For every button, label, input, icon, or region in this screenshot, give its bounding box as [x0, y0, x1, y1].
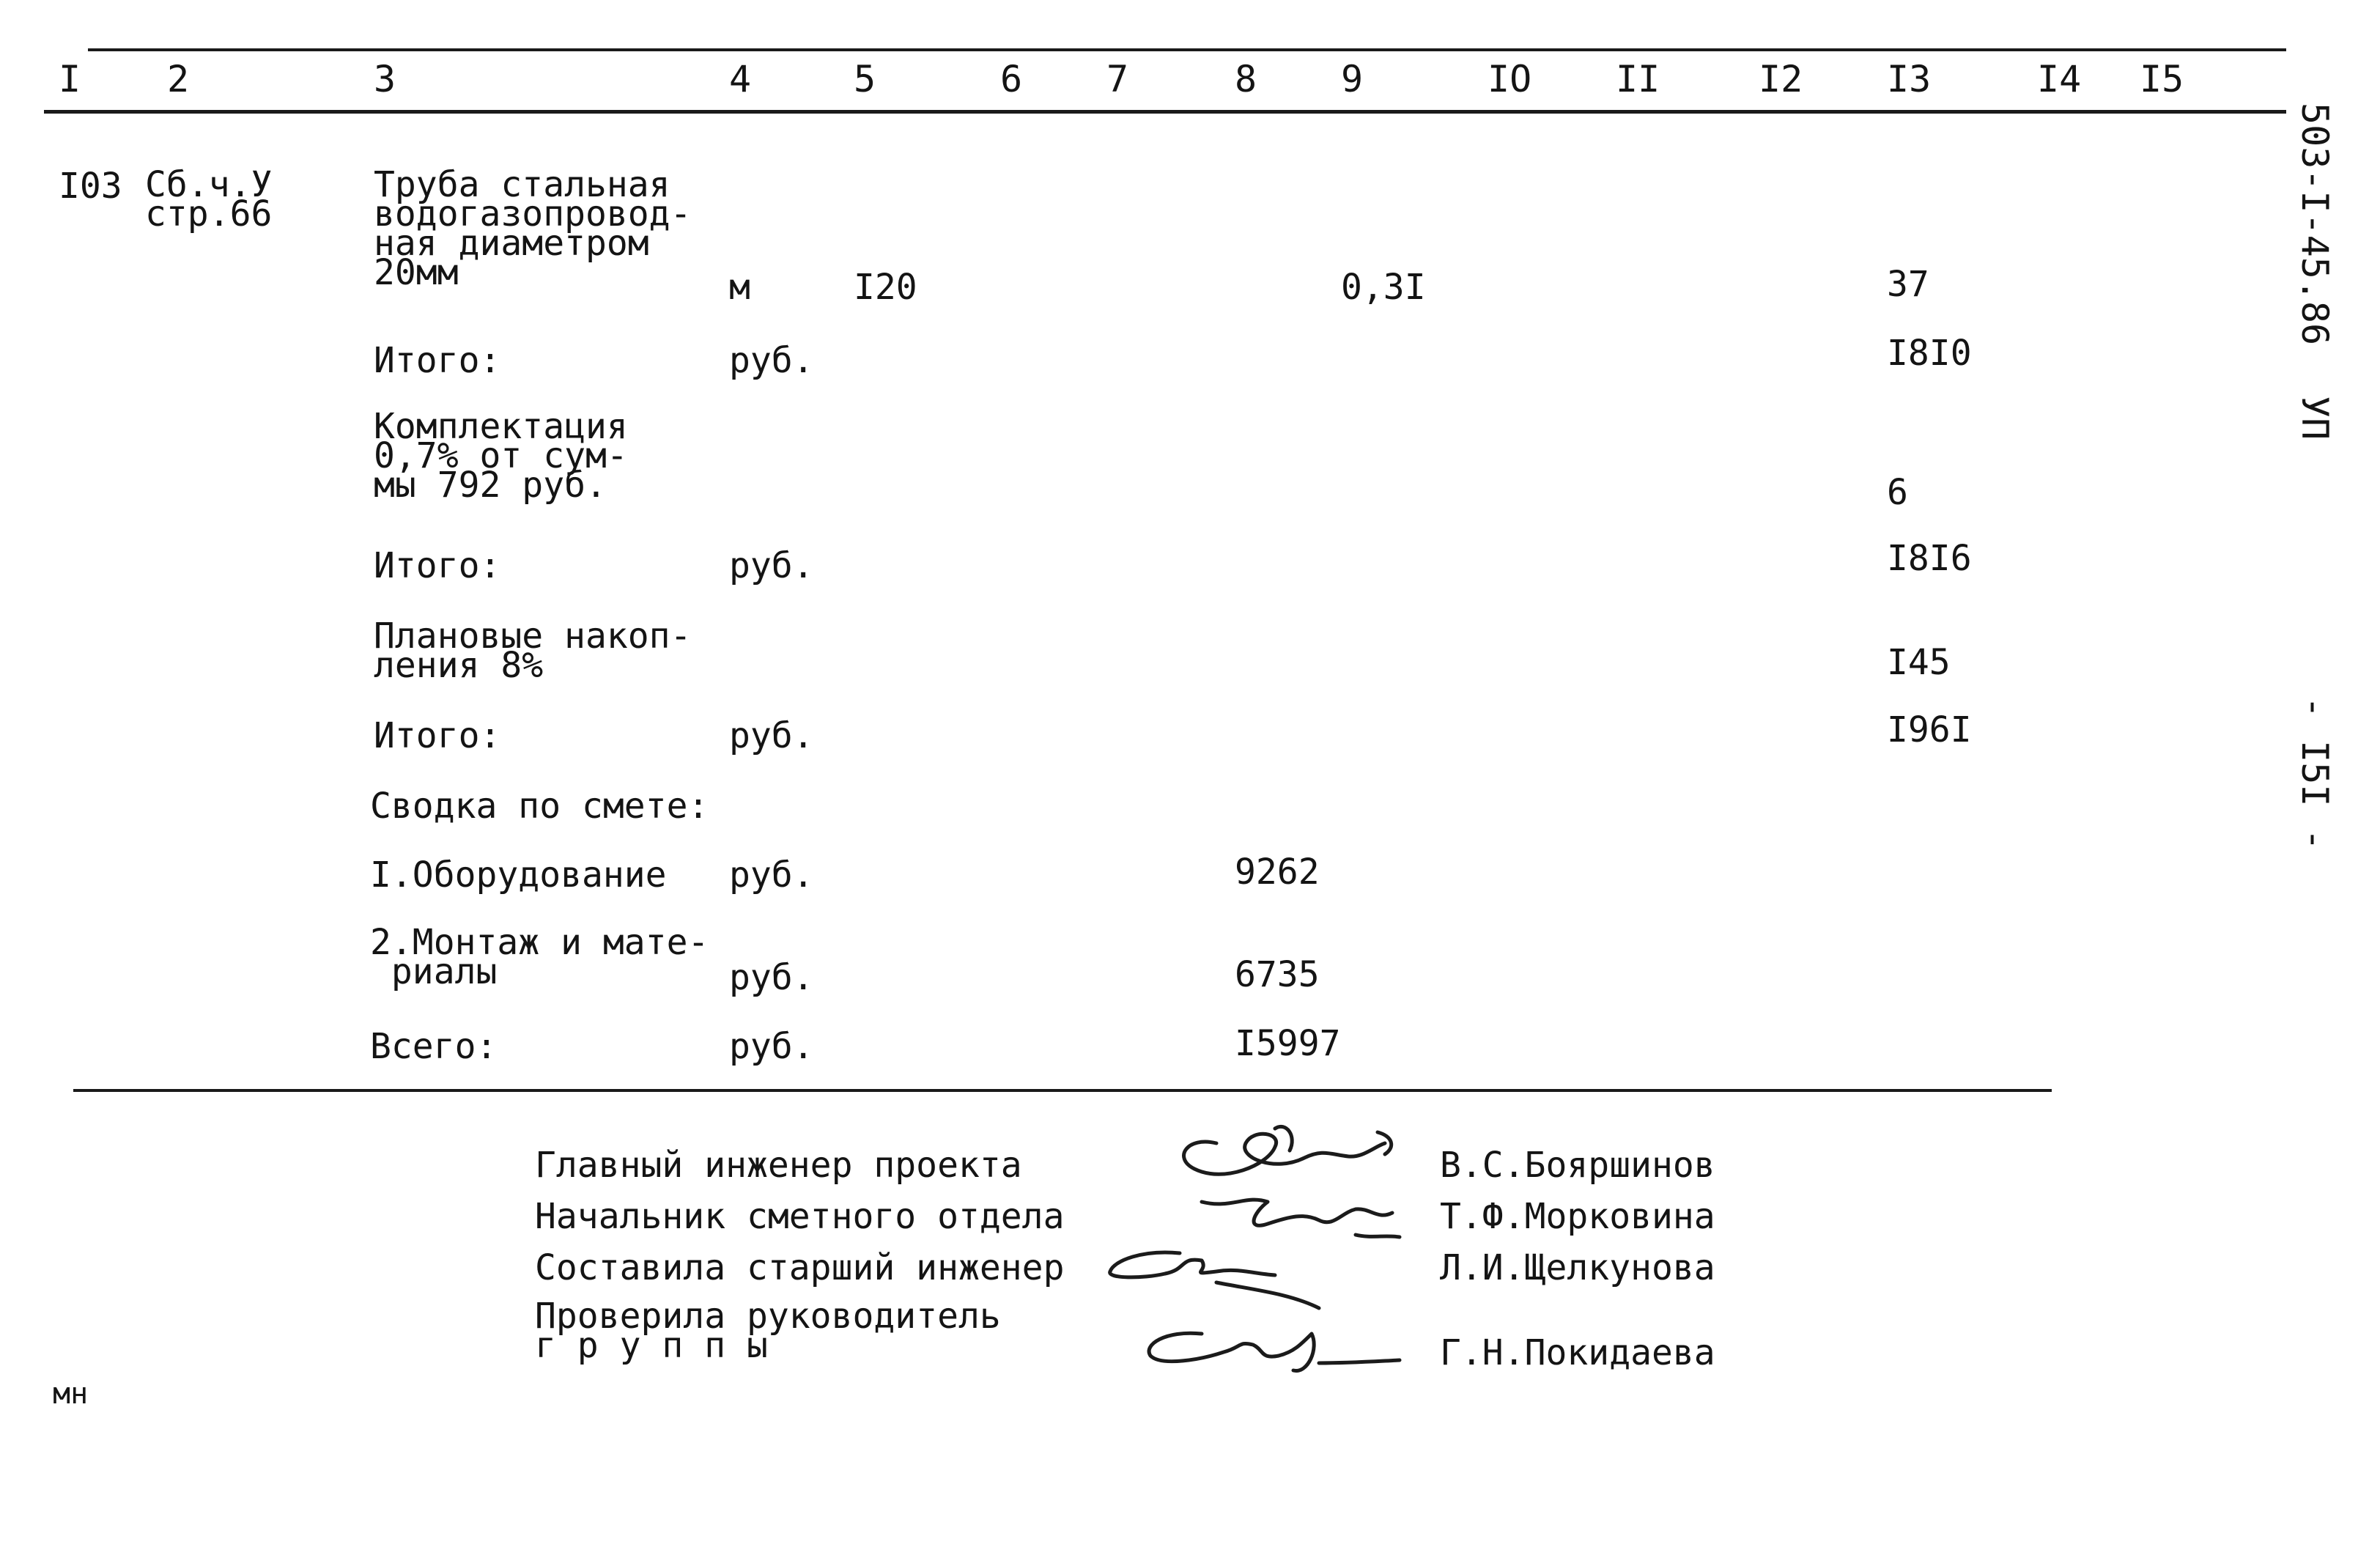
signatory-name: Л.И.Щелкунова — [1440, 1247, 1715, 1288]
column-number: I — [59, 58, 81, 100]
row-label: Комплектация 0,7% от сум- мы 792 руб. — [374, 406, 628, 506]
column-number: 5 — [854, 58, 876, 100]
signatory-role: Проверила руководитель г р у п п ы — [535, 1296, 1001, 1366]
row-unit: руб. — [729, 854, 814, 896]
row-label: 2.Монтаж и мате- риалы — [370, 922, 709, 992]
header-bottom-rule — [44, 110, 2286, 114]
item-reference: Сб.ч.У стр.66 — [145, 164, 273, 235]
column-number: 8 — [1235, 58, 1257, 100]
column-number: 9 — [1341, 58, 1364, 100]
document-code: 503-I-45.86 — [2294, 103, 2336, 346]
row-total: I8I0 — [1887, 333, 1972, 374]
column-number: I4 — [2037, 58, 2082, 100]
column-number: 4 — [729, 58, 752, 100]
item-name: Труба стальная водогазопровод- ная диаметром 20мм — [374, 164, 692, 293]
table-bottom-rule — [73, 1089, 2052, 1092]
row-total: I96I — [1887, 709, 1972, 750]
row-col8-value: I5997 — [1235, 1023, 1341, 1064]
row-total: I45 — [1887, 642, 1951, 683]
album-label: УП — [2294, 396, 2336, 440]
row-total: 6 — [1887, 472, 1908, 513]
header-top-rule — [88, 48, 2286, 51]
signatory-role: Составила старший инженер — [535, 1247, 1065, 1288]
column-number: 3 — [374, 58, 396, 100]
row-label: Итого: — [374, 340, 501, 381]
column-number: 2 — [167, 58, 190, 100]
row-label: Плановые накоп- ления 8% — [374, 616, 692, 686]
signatory-role: Начальник сметного отдела — [535, 1196, 1065, 1237]
item-col9-value: 0,3I — [1341, 267, 1426, 308]
signature-scribble-3 — [1099, 1238, 1378, 1319]
signatory-name: Г.Н.Покидаева — [1440, 1332, 1715, 1373]
row-unit: руб. — [729, 340, 814, 381]
column-number: I5 — [2140, 58, 2184, 100]
signatory-name: Т.Ф.Морковина — [1440, 1196, 1715, 1237]
column-number: 6 — [1000, 58, 1023, 100]
row-total: I8I6 — [1887, 538, 1972, 579]
column-number: IO — [1488, 58, 1532, 100]
row-label: I.Оборудование — [370, 854, 667, 896]
item-number: I03 — [59, 166, 122, 207]
row-unit: руб. — [729, 957, 814, 998]
signature-scribble-4 — [1136, 1312, 1414, 1392]
page-number: - I5I - — [2294, 696, 2336, 851]
row-unit: руб. — [729, 715, 814, 756]
row-unit: руб. — [729, 545, 814, 586]
row-label: Всего: — [370, 1026, 498, 1067]
footer-mark: мн — [53, 1377, 89, 1411]
item-unit: м — [729, 267, 750, 308]
column-number: I3 — [1887, 58, 1932, 100]
signatory-role: Главный инженер проекта — [535, 1145, 1022, 1186]
section-heading: Сводка по смете: — [370, 786, 709, 827]
signatory-name: В.С.Бояршинов — [1440, 1145, 1715, 1186]
row-label: Итого: — [374, 715, 501, 756]
column-number: I2 — [1759, 58, 1803, 100]
column-number: II — [1616, 58, 1660, 100]
row-unit: руб. — [729, 1026, 814, 1067]
item-total: 37 — [1887, 264, 1929, 305]
row-label: Итого: — [374, 545, 501, 586]
row-col8-value: 9262 — [1235, 852, 1320, 893]
row-col8-value: 6735 — [1235, 954, 1320, 995]
column-number: 7 — [1106, 58, 1129, 100]
item-quantity: I20 — [854, 267, 917, 308]
